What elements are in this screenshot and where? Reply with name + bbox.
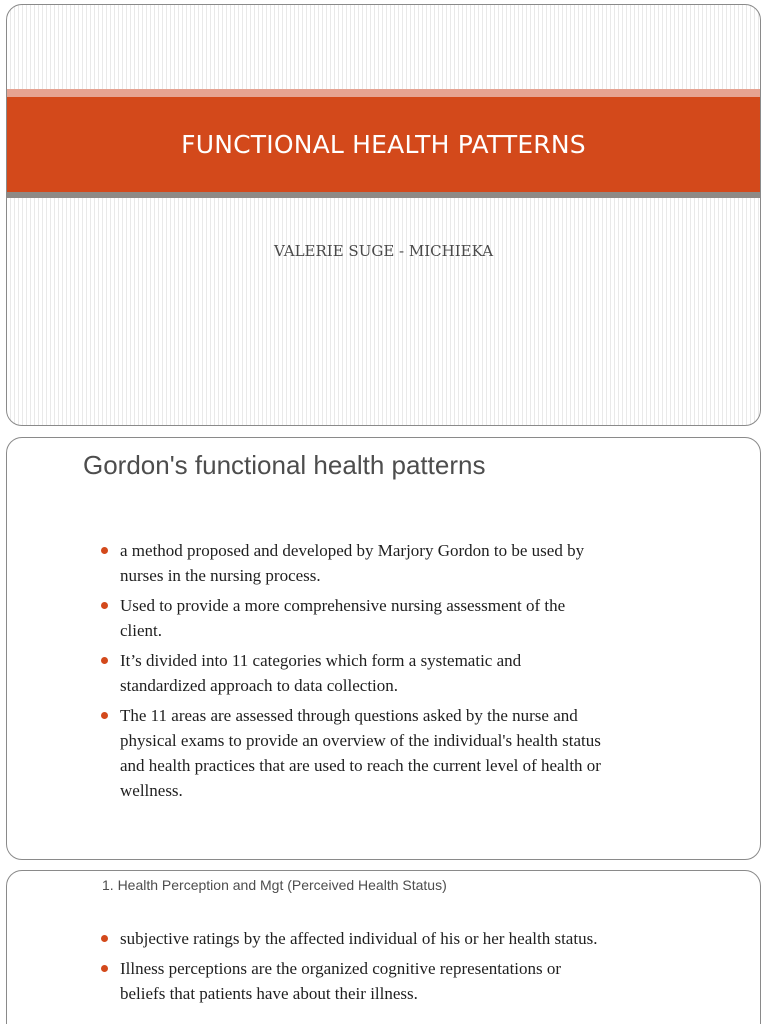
slide-heading: Gordon's functional health patterns <box>83 450 486 480</box>
bullet-dot-icon <box>101 602 108 609</box>
title-band <box>7 97 760 192</box>
author-name: VALERIE SUGE - MICHIEKA <box>273 242 494 260</box>
slide-heading: 1. Health Perception and Mgt (Perceived Health Status) <box>102 877 447 893</box>
bullet-text: Used to provide a more comprehensive nursing assessment of the client. <box>120 596 566 640</box>
bullet-dot-icon <box>101 935 108 942</box>
bullet-dot-icon <box>101 547 108 554</box>
list-item <box>101 703 601 803</box>
bullet-text: The 11 areas are assessed through questions asked by the nurse and physical exams to provide an overview of the individual's health status and health practices that are used to reach the current level of health or wellness. <box>120 706 601 800</box>
bullet-list <box>101 926 601 1011</box>
bullet-text: subjective ratings by the affected individual of his or her health status. <box>120 929 598 948</box>
title-band-accent-top <box>7 89 760 97</box>
bullet-text: a method proposed and developed by Marjory Gordon to be used by nurses in the nursing process. <box>120 541 585 585</box>
bullet-dot-icon <box>101 712 108 719</box>
gordon-overview-slide <box>6 437 761 860</box>
presentation-title: FUNCTIONAL HEALTH PATTERNS <box>181 130 586 159</box>
bullet-dot-icon <box>101 965 108 972</box>
list-item <box>101 648 601 698</box>
bullet-list <box>101 538 601 808</box>
bullet-dot-icon <box>101 657 108 664</box>
list-item <box>101 956 601 1006</box>
health-perception-slide <box>6 870 761 1024</box>
list-item <box>101 593 601 643</box>
title-band-accent-bottom <box>7 192 760 198</box>
bullet-text: Illness perceptions are the organized cognitive representations or beliefs that patients have about their illness. <box>120 959 562 1003</box>
title-slide <box>6 4 761 426</box>
bullet-text: It’s divided into 11 categories which form a systematic and standardized approach to data collection. <box>120 651 522 695</box>
list-item <box>101 926 601 951</box>
list-item <box>101 538 601 588</box>
